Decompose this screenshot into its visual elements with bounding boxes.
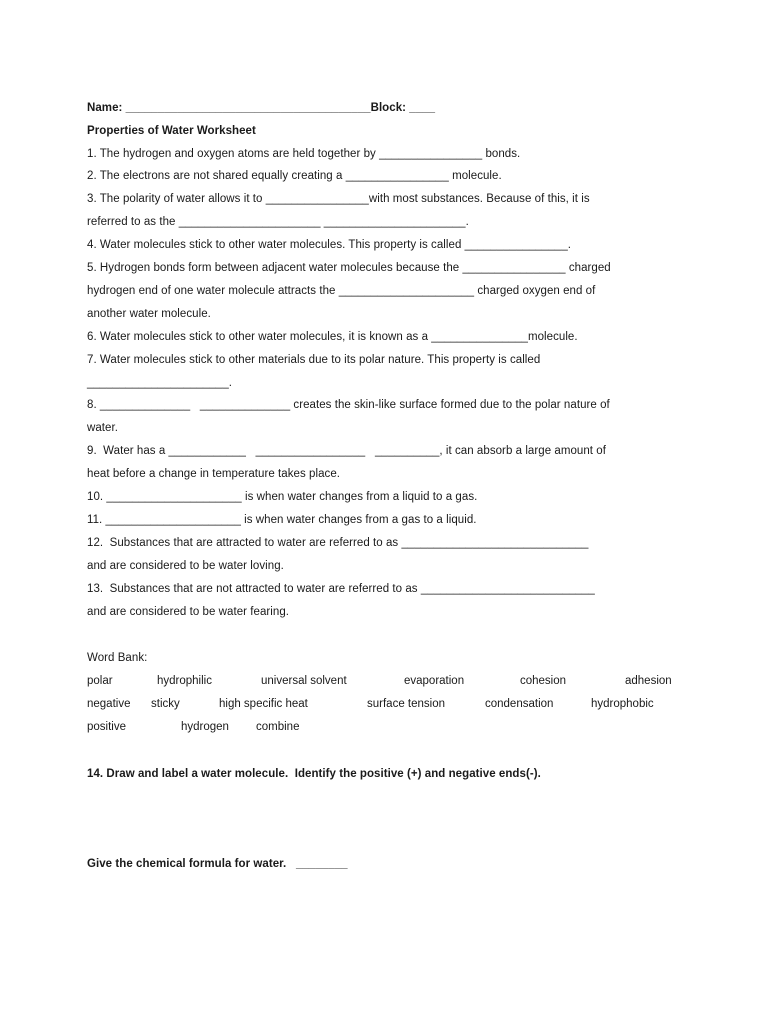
word-bank-word: positive [87, 721, 126, 733]
question-11: 11. _____________________ is when water changes from a gas to a liquid. [87, 514, 477, 526]
word-bank-word: hydrophobic [591, 698, 654, 710]
question-14: 14. Draw and label a water molecule. Identify the positive (+) and negative ends(-). [87, 768, 541, 780]
question-1: 1. The hydrogen and oxygen atoms are held together by ________________ bonds. [87, 148, 521, 160]
question-6: 6. Water molecules stick to other water molecules, it is known as a _______________molecule. [87, 331, 578, 343]
word-bank-word: cohesion [520, 675, 567, 687]
word-bank-word: surface tension [367, 698, 445, 710]
word-bank-title: Word Bank: [87, 652, 148, 664]
question-7-cont: ______________________. [87, 377, 233, 389]
word-bank-word: evaporation [404, 675, 465, 687]
question-8-cont: water. [87, 422, 118, 434]
word-bank-word: high specific heat [219, 698, 308, 710]
question-3-cont: referred to as the ______________________ ______________________. [87, 216, 469, 228]
word-bank-word: negative [87, 698, 131, 710]
question-5-cont: hydrogen end of one water molecule attracts the _____________________ charged oxygen end of [87, 285, 596, 297]
question-4: 4. Water molecules stick to other water molecules. This property is called ________________. [87, 239, 572, 251]
question-8: 8. ______________ ______________ creates the skin-like surface formed due to the polar nature of [87, 399, 610, 411]
question-13: 13. Substances that are not attracted to water are referred to as ___________________________ [87, 583, 595, 595]
question-13-cont: and are considered to be water fearing. [87, 606, 290, 618]
question-12: 12. Substances that are attracted to water are referred to as _____________________________ [87, 537, 589, 549]
question-7: 7. Water molecules stick to other materials due to its polar nature. This property is called [87, 354, 541, 366]
word-bank-word: adhesion [625, 675, 672, 687]
question-9-cont: heat before a change in temperature takes place. [87, 468, 341, 480]
question-10: 10. _____________________ is when water changes from a liquid to a gas. [87, 491, 478, 503]
question-5: 5. Hydrogen bonds form between adjacent water molecules because the ________________ charged [87, 262, 611, 274]
word-bank-word: universal solvent [261, 675, 347, 687]
question-12-cont: and are considered to be water loving. [87, 560, 284, 572]
word-bank-word: condensation [485, 698, 554, 710]
question-2: 2. The electrons are not shared equally creating a ________________ molecule. [87, 170, 502, 182]
name-block-line: Name: ______________________________________Block: ____ [87, 102, 436, 114]
word-bank-word: polar [87, 675, 113, 687]
word-bank-word: sticky [151, 698, 180, 710]
word-bank-word: hydrogen [181, 721, 229, 733]
chemical-formula-prompt: Give the chemical formula for water. ________ [87, 858, 348, 870]
question-3: 3. The polarity of water allows it to ________________with most substances. Because of this, it is [87, 193, 590, 205]
word-bank-word: combine [256, 721, 300, 733]
question-5-cont2: another water molecule. [87, 308, 211, 320]
word-bank-word: hydrophilic [157, 675, 212, 687]
worksheet-title: Properties of Water Worksheet [87, 125, 256, 137]
question-9: 9. Water has a ____________ _________________ __________, it can absorb a large amount of [87, 445, 606, 457]
